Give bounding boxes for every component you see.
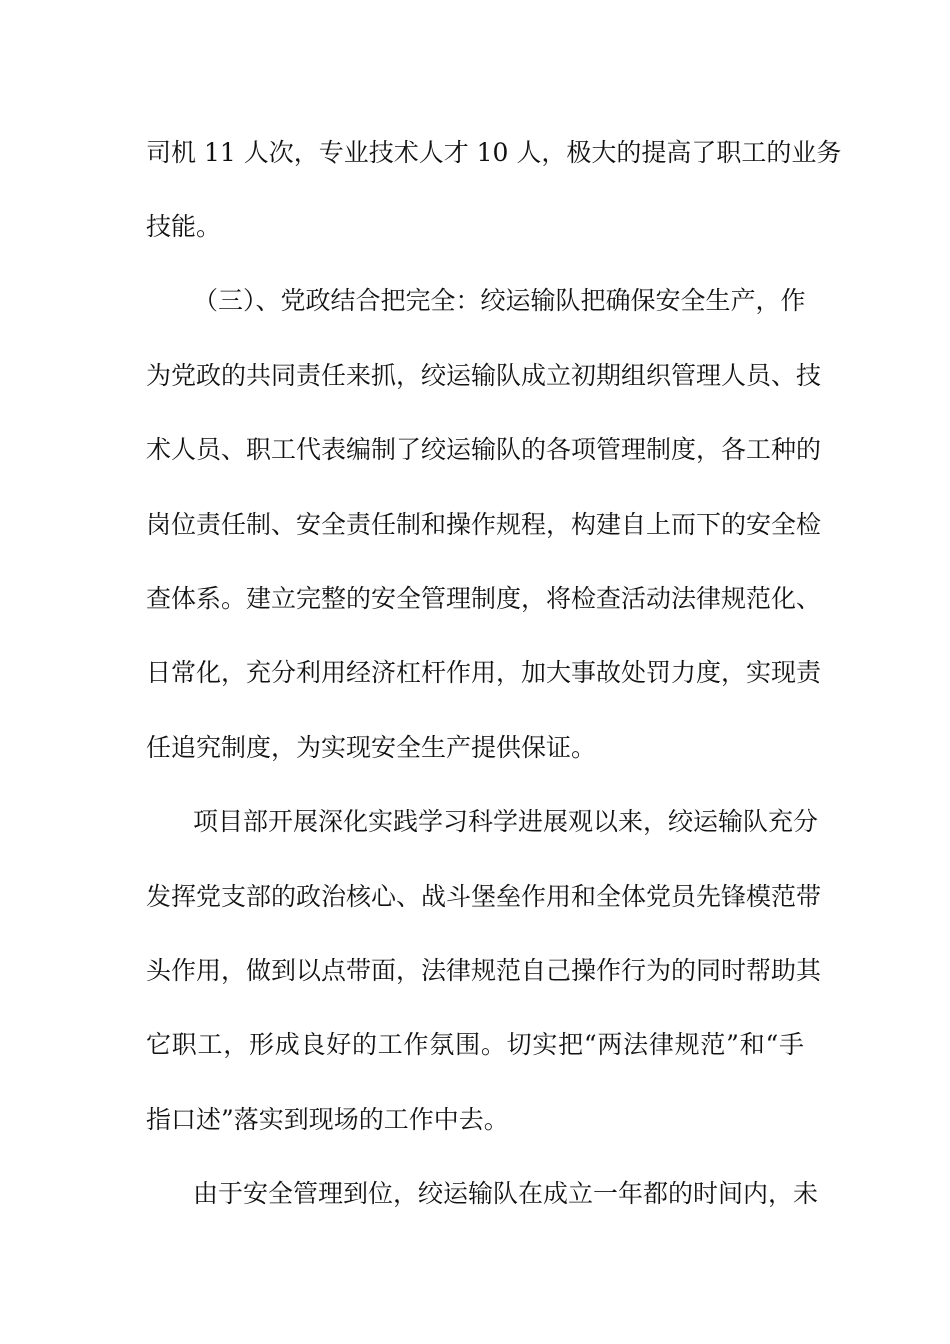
text-line: 头作用，做到以点带面，法律规范自己操作行为的同时帮助其 <box>146 956 822 985</box>
text-line: 日常化，充分利用经济杠杆作用，加大事故处罚力度，实现责 <box>146 658 822 687</box>
text-line-paragraph-start: 项目部开展深化实践学习科学进展观以来，绞运输队充分 <box>193 807 819 836</box>
text-line: 发挥党支部的政治核心、战斗堡垒作用和全体党员先锋模范带 <box>146 882 822 911</box>
text-line: 任追究制度，为实现安全生产提供保证。 <box>146 733 597 762</box>
text-line: 技能。 <box>146 212 222 241</box>
text-line-paragraph-start: 由于安全管理到位，绞运输队在成立一年都的时间内，未 <box>193 1179 819 1208</box>
text-line: 查体系。建立完整的安全管理制度，将检查活动法律规范化、 <box>146 584 822 613</box>
text-line: 指口述”落实到现场的工作中去。 <box>146 1105 509 1134</box>
text-line: 司机 11 人次，专业技术人才 10 人，极大的提高了职工的业务 <box>146 138 842 167</box>
text-line: 术人员、职工代表编制了绞运输队的各项管理制度，各工种的 <box>146 435 822 464</box>
text-line: 它职工，形成良好的工作氛围。切实把“两法律规范”和“手 <box>146 1030 804 1059</box>
text-line: 岗位责任制、安全责任制和操作规程，构建自上而下的安全检 <box>146 510 822 539</box>
text-line: 为党政的共同责任来抓，绞运输队成立初期组织管理人员、技 <box>146 361 822 390</box>
text-line-paragraph-start: （三）、党政结合把完全：绞运输队把确保安全生产，作 <box>193 286 806 315</box>
